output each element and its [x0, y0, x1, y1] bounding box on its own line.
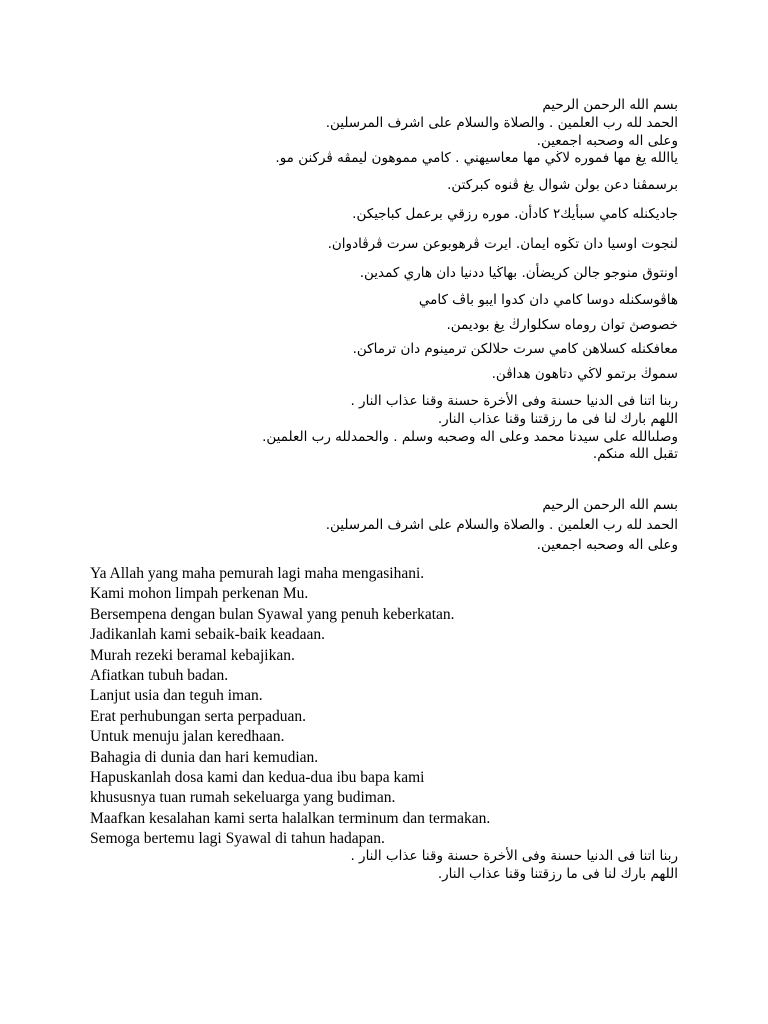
rumi-line: Hapuskanlah dosa kami dan kedua-dua ibu bapa kami [90, 768, 425, 786]
rumi-line: Untuk menuju jalan keredhaan. [90, 728, 285, 746]
jawi-line: ياالله يغ مها فموره لاڬي مها معاسيهني . كامي مموهون ليمڤه ڤركنن مو. [275, 150, 678, 166]
rumi-line: Maafkan kesalahan kami serta halalkan terminum dan termakan. [90, 809, 491, 827]
jawi-line: معافكنله كسلاهن كامي سرت حلالكن ترمينوم دان ترماكن. [352, 341, 678, 357]
jawi-line: اللهم بارك لنا فى ما رزقتنا وقنا عذاب النار. [437, 866, 678, 882]
jawi-line: تقبل الله منكم. [592, 446, 678, 462]
jawi-line: لنجوت اوسيا دان تڬوه ايمان. ايرت ڤرهوبوعن سرت ڤرڤادوان. [327, 236, 678, 252]
jawi-doa-block [90, 96, 678, 463]
rumi-line: Afiatkan tubuh badan. [90, 666, 229, 684]
jawi-line: وعلى اله وصحبه اجمعين. [536, 537, 678, 553]
rumi-line: Semoga bertemu lagi Syawal di tahun hadapan. [90, 830, 385, 848]
jawi-line: ربنا اتنا فى الدنيا حسنة وفى الأخرة حسنة وقنا عذاب النار . [350, 848, 678, 864]
rumi-line: Erat perhubungan serta perpaduan. [90, 707, 307, 725]
jawi-line: اونتوق منوجو جالن كريضأن. بهاڬيا ددنيا دان هاري كمدين. [359, 265, 678, 281]
rumi-line: khususnya tuan rumah sekeluarga yang budiman. [90, 789, 396, 807]
rumi-line: Murah rezeki beramal kebajikan. [90, 646, 295, 664]
jawi-line: الحمد لله رب العلمين . والصلاة والسلام على اشرف المرسلين. [325, 115, 678, 131]
rumi-line: Bahagia di dunia dan hari kemudian. [90, 748, 319, 766]
rumi-line: Lanjut usia dan teguh iman. [90, 687, 263, 705]
jawi-line: جاديكنله كامي سبأيك٢ كادأن. موره رزقي برعمل كباجيكن. [352, 206, 678, 222]
jawi-line: وعلى اله وصحبه اجمعين. [536, 133, 678, 149]
jawi-line: بسم الله الرحمن الرحيم [542, 497, 678, 513]
rumi-line: Kami mohon limpah perkenan Mu. [90, 585, 309, 603]
jawi-line: وصلىالله على سيدنا محمد وعلى اله وصحبه وسلم . والحمدلله رب العلمين. [262, 429, 678, 445]
jawi-opening-block [90, 496, 678, 556]
jawi-line: برسمڤنا دعن بولن شوال يغ ڤنوه كبركتن. [447, 177, 678, 193]
rumi-line: Bersempena dengan bulan Syawal yang penuh keberkatan. [90, 605, 455, 623]
jawi-line: ربنا اتنا فى الدنيا حسنة وفى الأخرة حسنة وقنا عذاب النار . [350, 393, 678, 409]
jawi-line: سموڬ برتمو لاڬي دتاهون هداڤن. [491, 366, 678, 382]
jawi-line: خصوصڽ توان روماه سكلوارڬ يغ بوديمن. [446, 317, 678, 333]
rumi-doa-block [90, 564, 690, 849]
jawi-line: بسم الله الرحمن الرحيم [542, 97, 678, 113]
rumi-line: Jadikanlah kami sebaik-baik keadaan. [90, 626, 325, 644]
jawi-line: الحمد لله رب العلمين . والصلاة والسلام على اشرف المرسلين. [325, 517, 678, 533]
jawi-line: اللهم بارك لنا فى ما رزقتنا وقنا عذاب النار. [437, 411, 678, 427]
jawi-closing-block [90, 847, 678, 883]
jawi-line: هاڤوسكنله دوسا كامي دان كدوا ايبو باڤ كامي [418, 292, 678, 308]
rumi-line: Ya Allah yang maha pemurah lagi maha mengasihani. [90, 565, 425, 582]
